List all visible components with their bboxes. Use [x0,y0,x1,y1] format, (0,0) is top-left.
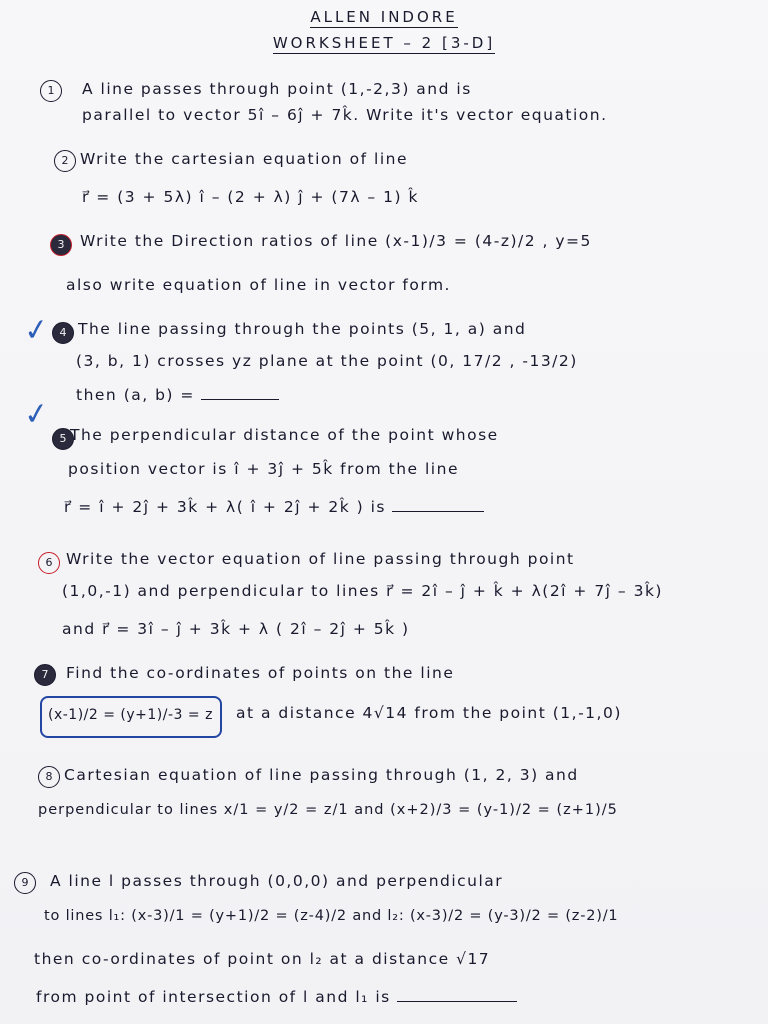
question-text-line: Write the vector equation of line passing through point [66,550,575,568]
question-text-line: (1,0,-1) and perpendicular to lines r⃗ = 2î – ĵ + k̂ + λ(2î + 7ĵ – 3k̂) [62,582,663,600]
question-text-line: also write equation of line in vector form. [66,276,451,294]
question-number: 4 [52,322,74,344]
question-text-line: r⃗ = (3 + 5λ) î – (2 + λ) ĵ + (7λ – 1) k̂ [82,188,419,206]
boxed-equation [40,696,222,738]
question-text-line: at a distance 4√14 from the point (1,-1,0) [236,704,622,722]
answer-blank [397,1001,517,1002]
question-text-line: and r⃗ = 3î – ĵ + 3k̂ + λ ( 2î – 2ĵ + 5k̂ ) [62,620,410,638]
question-text-line: from point of intersection of l and l₁ is [36,988,517,1006]
question-text-line: perpendicular to lines x/1 = y/2 = z/1 and (x+2)/3 = (y-1)/2 = (z+1)/5 [38,802,618,818]
question-text-line: Write the Direction ratios of line (x-1)/3 = (4-z)/2 , y=5 [80,232,592,250]
checkmark-icon: ✓ [21,311,52,350]
question-text-line: A line passes through point (1,-2,3) and is [82,80,472,98]
question-text-line: (3, b, 1) crosses yz plane at the point (0, 17/2 , -13/2) [76,352,578,370]
question-text-line: parallel to vector 5î – 6ĵ + 7k̂. Write it's vector equation. [82,106,608,124]
question-number: 6 [38,552,60,574]
question-text-line: The line passing through the points (5, 1, a) and [78,320,527,338]
checkmark-icon: ✓ [21,395,52,434]
question-text-line: then co-ordinates of point on l₂ at a distance √17 [34,950,491,968]
question-number: 3 [50,234,72,256]
answer-blank [201,399,279,400]
question-text-line: Cartesian equation of line passing through (1, 2, 3) and [64,766,579,784]
question-number: 2 [54,150,76,172]
question-text-line: then (a, b) = [76,386,279,404]
question-text-line: position vector is î + 3ĵ + 5k̂ from the line [68,460,459,478]
question-text-line: Find the co-ordinates of points on the line [66,664,455,682]
question-number: 1 [40,80,62,102]
question-text-line: The perpendicular distance of the point whose [70,426,499,444]
question-text-line: to lines l₁: (x-3)/1 = (y+1)/2 = (z-4)/2 and l₂: (x-3)/2 = (y-3)/2 = (z-2)/1 [44,908,619,924]
question-number: 7 [34,664,56,686]
boxed-equation-text: (x-1)/2 = (y+1)/-3 = z [48,707,213,723]
question-number: 8 [38,766,60,788]
institute-title: ALLEN INDORE [310,8,458,26]
question-number: 9 [14,872,36,894]
worksheet-title: WORKSHEET – 2 [3-D] [272,34,496,52]
question-text-line: r⃗ = î + 2ĵ + 3k̂ + λ( î + 2ĵ + 2k̂ ) is [64,498,484,516]
question-text-line: Write the cartesian equation of line [80,150,409,168]
answer-blank [392,511,484,512]
question-text-line: A line l passes through (0,0,0) and perpendicular [50,872,504,890]
question-number: 5 [52,428,74,450]
